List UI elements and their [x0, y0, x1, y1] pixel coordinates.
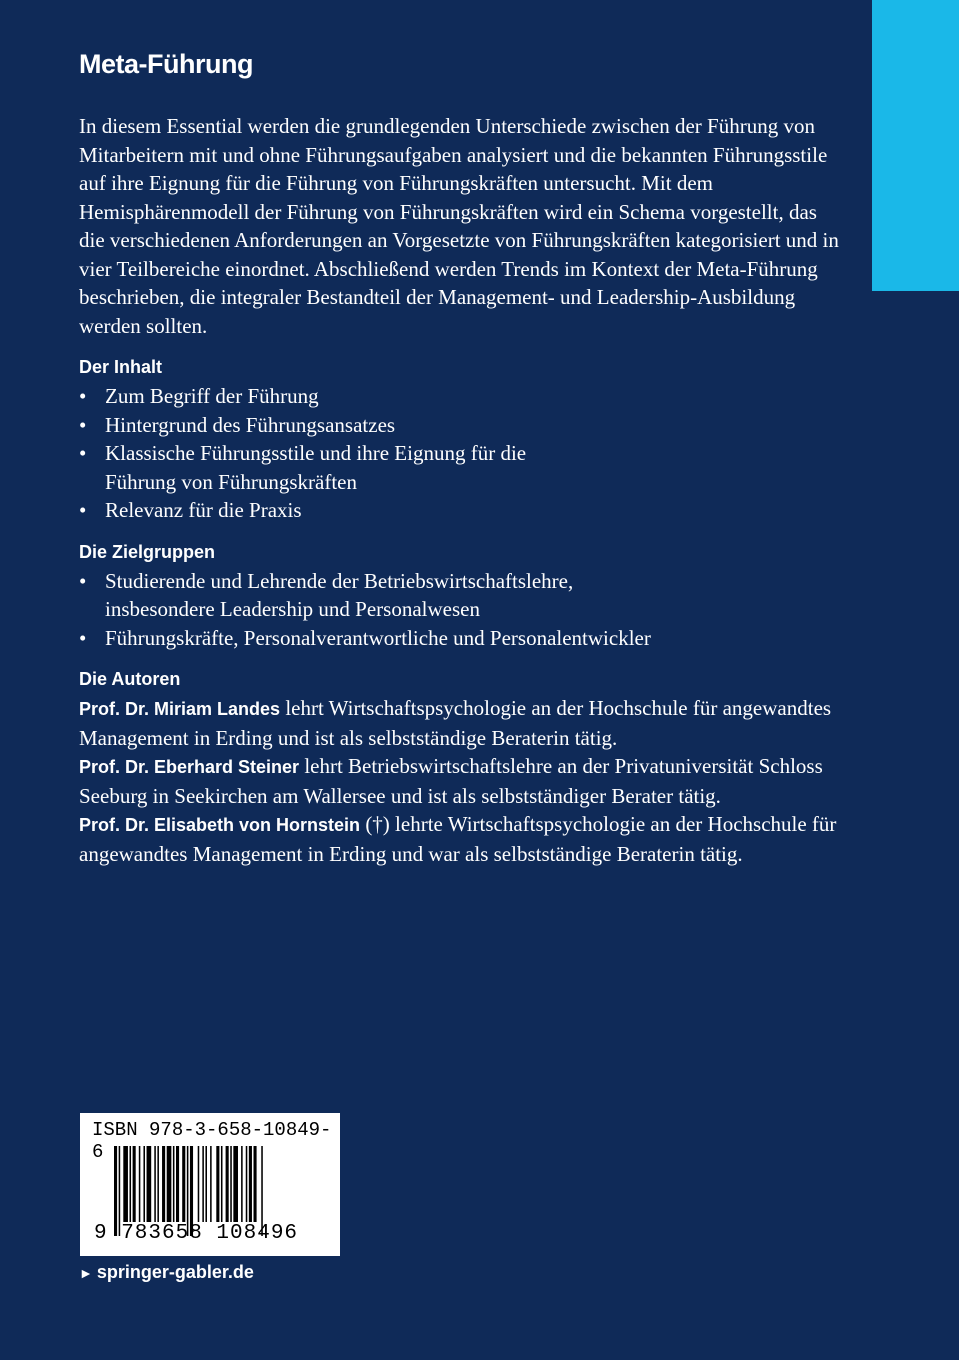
author-entry — [79, 694, 839, 752]
barcode-bar — [162, 1146, 165, 1222]
author-bio: (†) lehrte Wirtschaftspsychologie an der Hochschule für angewandtes Management in Erding und war als selbstständige Beraterin tätig. — [79, 812, 837, 866]
author-bio: lehrt Betriebswirtschaftslehre an der Privatuniversität Schloss Seeburg in Seekirchen am Wallersee und ist als selbstständiger Berater tätig. — [79, 754, 823, 808]
bullet-icon: • — [79, 412, 87, 437]
barcode-bar — [226, 1146, 229, 1222]
accent-bar — [872, 0, 959, 291]
barcode-bar — [221, 1146, 223, 1222]
barcode-bar — [130, 1146, 132, 1222]
barcode-bar — [210, 1146, 212, 1222]
barcode-bar — [254, 1146, 257, 1222]
list-item: • Klassische Führungsstile und ihre Eignung für die Führung von Führungskräften — [79, 441, 527, 494]
barcode-bar — [230, 1146, 232, 1222]
barcode-bar — [246, 1146, 248, 1222]
contents-heading: Der Inhalt — [79, 357, 163, 377]
barcode-bar — [147, 1146, 152, 1222]
list-item: • Hintergrund des Führungsansatzes — [79, 411, 839, 440]
barcode-bar — [154, 1146, 156, 1222]
authors-heading: Die Autoren — [79, 669, 181, 689]
author-name: Prof. Dr. Miriam Landes — [79, 699, 281, 719]
audience-list — [79, 567, 839, 653]
list-item: • Studierende und Lehrende der Betriebswirtschaftslehre, insbesondere Leadership und Personalwesen — [79, 568, 574, 621]
barcode-bar — [233, 1146, 238, 1222]
barcode-bar — [139, 1146, 141, 1222]
barcode-bar — [182, 1146, 185, 1222]
barcode-bar — [176, 1146, 179, 1222]
barcode-bar — [167, 1146, 172, 1222]
author-name: Prof. Dr. Elisabeth von Hornstein — [79, 815, 361, 835]
author-name: Prof. Dr. Eberhard Steiner — [79, 757, 300, 777]
contents-list — [79, 382, 839, 525]
bullet-icon: • — [79, 498, 87, 522]
authors-list — [79, 694, 839, 868]
author-entry — [79, 810, 839, 868]
author-entry — [79, 752, 839, 810]
audience-heading: Die Zielgruppen — [79, 541, 216, 562]
barcode-bar — [157, 1146, 159, 1222]
barcode-bar — [133, 1146, 136, 1222]
author-bio: lehrt Wirtschaftspsychologie an der Hochschule für angewandtes Management in Erding und ist als selbstständige Beraterin tätig. — [79, 696, 832, 750]
bullet-icon: • — [79, 568, 87, 593]
barcode-bar — [143, 1146, 145, 1222]
book-title: Meta-Führung — [79, 49, 253, 79]
bullet-icon: • — [79, 625, 87, 650]
barcode-digits: 9 783658 108496 — [94, 1222, 299, 1245]
isbn-barcode — [80, 1113, 340, 1256]
bullet-icon: • — [79, 441, 87, 465]
barcode-bar — [241, 1146, 243, 1222]
barcode-bar — [173, 1146, 175, 1222]
list-item: • Führungskräfte, Personalverantwortliche und Personalentwickler — [79, 624, 839, 653]
arrow-right-icon: ► — [79, 1265, 93, 1281]
website-url: springer-gabler.de — [96, 1262, 254, 1282]
list-item: • Zum Begriff der Führung — [79, 382, 839, 411]
barcode-bar — [216, 1146, 219, 1222]
list-item: • Relevanz für die Praxis — [79, 496, 839, 525]
publisher-website — [79, 1262, 254, 1283]
isbn-label: ISBN 978-3-658-10849-6 — [92, 1119, 332, 1163]
barcode-bar — [202, 1146, 204, 1222]
barcode-bar — [123, 1146, 128, 1222]
barcode-bar — [205, 1146, 207, 1222]
bullet-icon: • — [79, 384, 87, 408]
barcode-bar — [198, 1146, 200, 1222]
back-cover-text — [79, 46, 839, 868]
barcode-bar — [249, 1146, 252, 1222]
book-description: In diesem Essential werden die grundlegenden Unterschiede zwischen der Führung von Mitarbeitern mit und ohne Führungsaufgaben analysiert und die bekannten Führungsstile auf ihre Eignung für die Führung von Führungskräften untersucht. Mit dem Hemisphärenmodell der Führung von Führungskräften wird ein Schema vorgestellt, das die verschiedenen Anforderungen an Vorgesetzte von Führungskräften kategorisiert und in vier Teilbereiche einordnet. Abschließend werden Trends im Kontext der Meta-Führung beschrieben, die integraler Bestandteil der Management- und Leadership-Ausbildung werden sollten. — [79, 114, 839, 338]
